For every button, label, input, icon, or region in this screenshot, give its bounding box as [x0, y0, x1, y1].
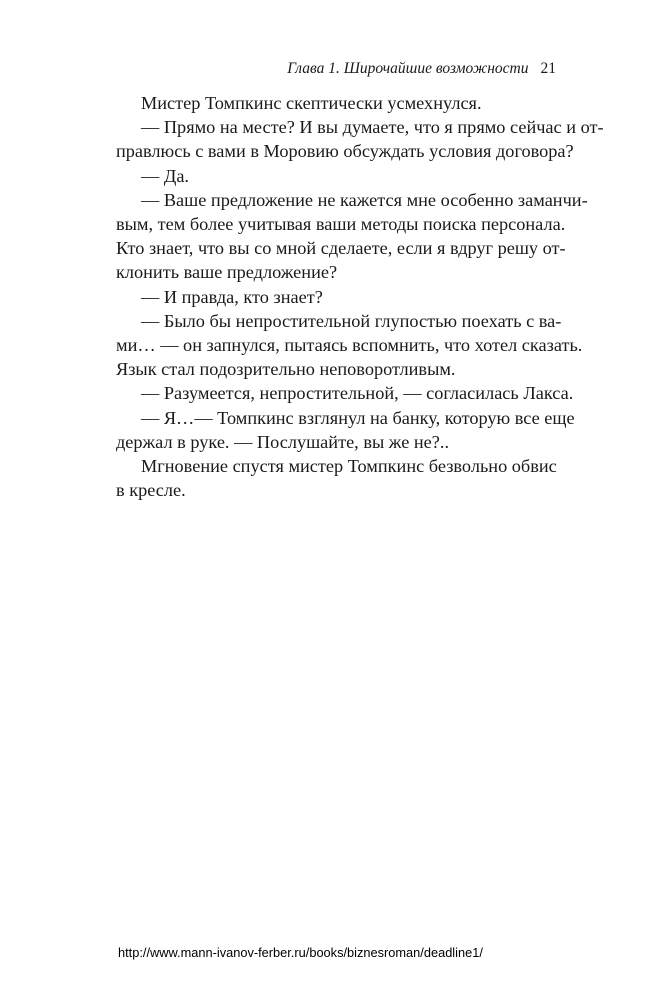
text-line: — Я…— Томпкинс взглянул на банку, которую все еще [141, 407, 575, 428]
text-line: Язык стал подозрительно неповоротливым. [116, 359, 456, 380]
text-line: — Прямо на месте? И вы думаете, что я прямо сейчас и от- [141, 117, 604, 138]
chapter-title: Глава 1. Широчайшие возможности [287, 60, 529, 77]
page-number: 21 [540, 60, 556, 77]
text-line: в кресле. [116, 480, 186, 501]
text-line: клонить ваше предложение? [116, 262, 338, 283]
text-line: ми… — он запнулся, пытаясь вспомнить, что хотел сказать. [116, 335, 583, 356]
text-line: — Да. [141, 165, 190, 186]
text-line: — И правда, кто знает? [141, 286, 323, 307]
text-line: вым, тем более учитывая ваши методы поиска персонала. [116, 214, 566, 235]
text-line: держал в руке. — Послушайте, вы же не?.. [116, 431, 450, 452]
text-line: — Ваше предложение не кажется мне особенно заманчи- [141, 189, 588, 210]
source-url: http://www.mann-ivanov-ferber.ru/books/biznesroman/deadline1/ [118, 945, 483, 960]
text-line: Кто знает, что вы со мной сделаете, если я вдруг решу от- [116, 238, 566, 259]
text-line: Мгновение спустя мистер Томпкинс безвольно обвис [141, 456, 557, 477]
text-line: правлюсь с вами в Моровию обсуждать условия договора? [116, 141, 574, 162]
text-line: Мистер Томпкинс скептически усмехнулся. [141, 93, 482, 113]
body-text [116, 91, 604, 502]
running-header [116, 59, 556, 79]
text-line: — Было бы непростительной глупостью поехать с ва- [141, 310, 562, 331]
text-line: — Разумеется, непростительной, — согласилась Лакса. [141, 383, 574, 404]
